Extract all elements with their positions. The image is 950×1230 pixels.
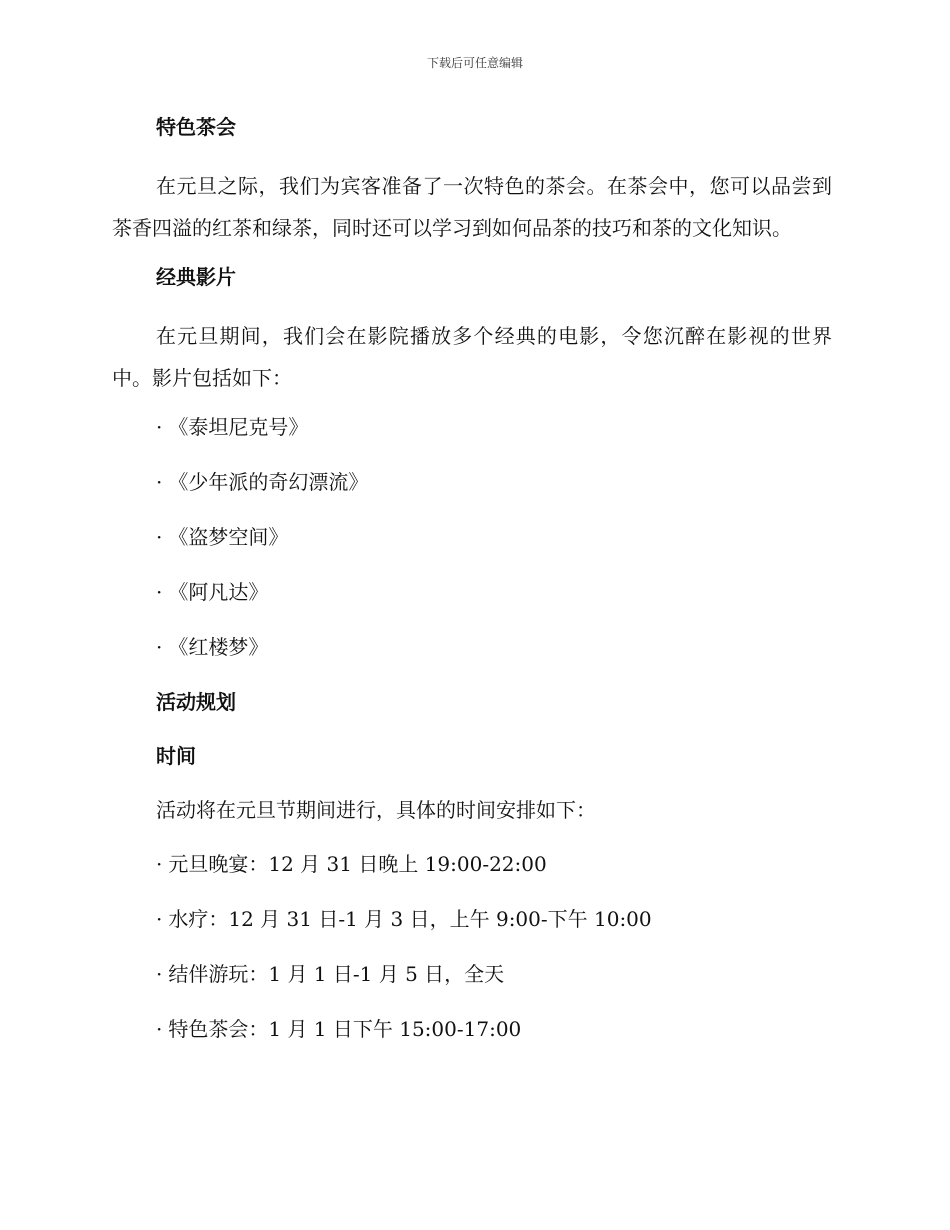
- film-title: 《红楼梦》: [168, 635, 269, 659]
- page-header-note: 下载后可任意编辑: [426, 56, 523, 70]
- section-heading-time: 时间: [156, 744, 196, 768]
- list-item: [156, 411, 832, 443]
- film-list: [112, 411, 832, 663]
- paragraph-tea: 在元旦之际，我们为宾客准备了一次特色的茶会。在茶会中，您可以品尝到茶香四溢的红茶和绿茶，同时还可以学习到如何品茶的技巧和茶的文化知识。: [112, 174, 832, 240]
- bullet-marker: ·: [156, 1017, 163, 1041]
- paragraph-films: 在元旦期间，我们会在影院播放多个经典的电影，令您沉醉在影视的世界中。影片包括如下：: [112, 324, 832, 390]
- schedule-list: [112, 848, 832, 1045]
- film-title: 《阿凡达》: [168, 580, 269, 604]
- bullet-marker: ·: [156, 635, 163, 659]
- section-heading-films: 经典影片: [156, 265, 236, 289]
- bullet-marker: ·: [156, 525, 163, 549]
- document-body: [112, 111, 832, 1068]
- bullet-marker: ·: [156, 415, 163, 439]
- bullet-marker: ·: [156, 907, 163, 931]
- list-item: [156, 576, 832, 608]
- schedule-entry: 水疗：12 月 31 日-1 月 3 日，上午 9:00-下午 10:00: [168, 907, 652, 931]
- list-item: [156, 631, 832, 663]
- list-item: [156, 903, 832, 935]
- paragraph-time-intro: 活动将在元旦节期间进行，具体的时间安排如下：: [156, 798, 596, 822]
- bullet-marker: ·: [156, 852, 163, 876]
- list-item: [156, 521, 832, 553]
- bullet-marker: ·: [156, 470, 163, 494]
- schedule-entry: 元旦晚宴：12 月 31 日晚上 19:00-22:00: [168, 852, 547, 876]
- list-item: [156, 1013, 832, 1045]
- schedule-entry: 结伴游玩：1 月 1 日-1 月 5 日，全天: [168, 962, 505, 986]
- list-item: [156, 466, 832, 498]
- section-heading-plan: 活动规划: [156, 690, 236, 714]
- list-item: [156, 958, 832, 990]
- bullet-marker: ·: [156, 962, 163, 986]
- list-item: [156, 848, 832, 880]
- film-title: 《泰坦尼克号》: [168, 415, 309, 439]
- film-title: 《少年派的奇幻漂流》: [168, 470, 369, 494]
- schedule-entry: 特色茶会：1 月 1 日下午 15:00-17:00: [168, 1017, 522, 1041]
- film-title: 《盗梦空间》: [168, 525, 289, 549]
- section-heading-tea: 特色茶会: [156, 115, 236, 139]
- bullet-marker: ·: [156, 580, 163, 604]
